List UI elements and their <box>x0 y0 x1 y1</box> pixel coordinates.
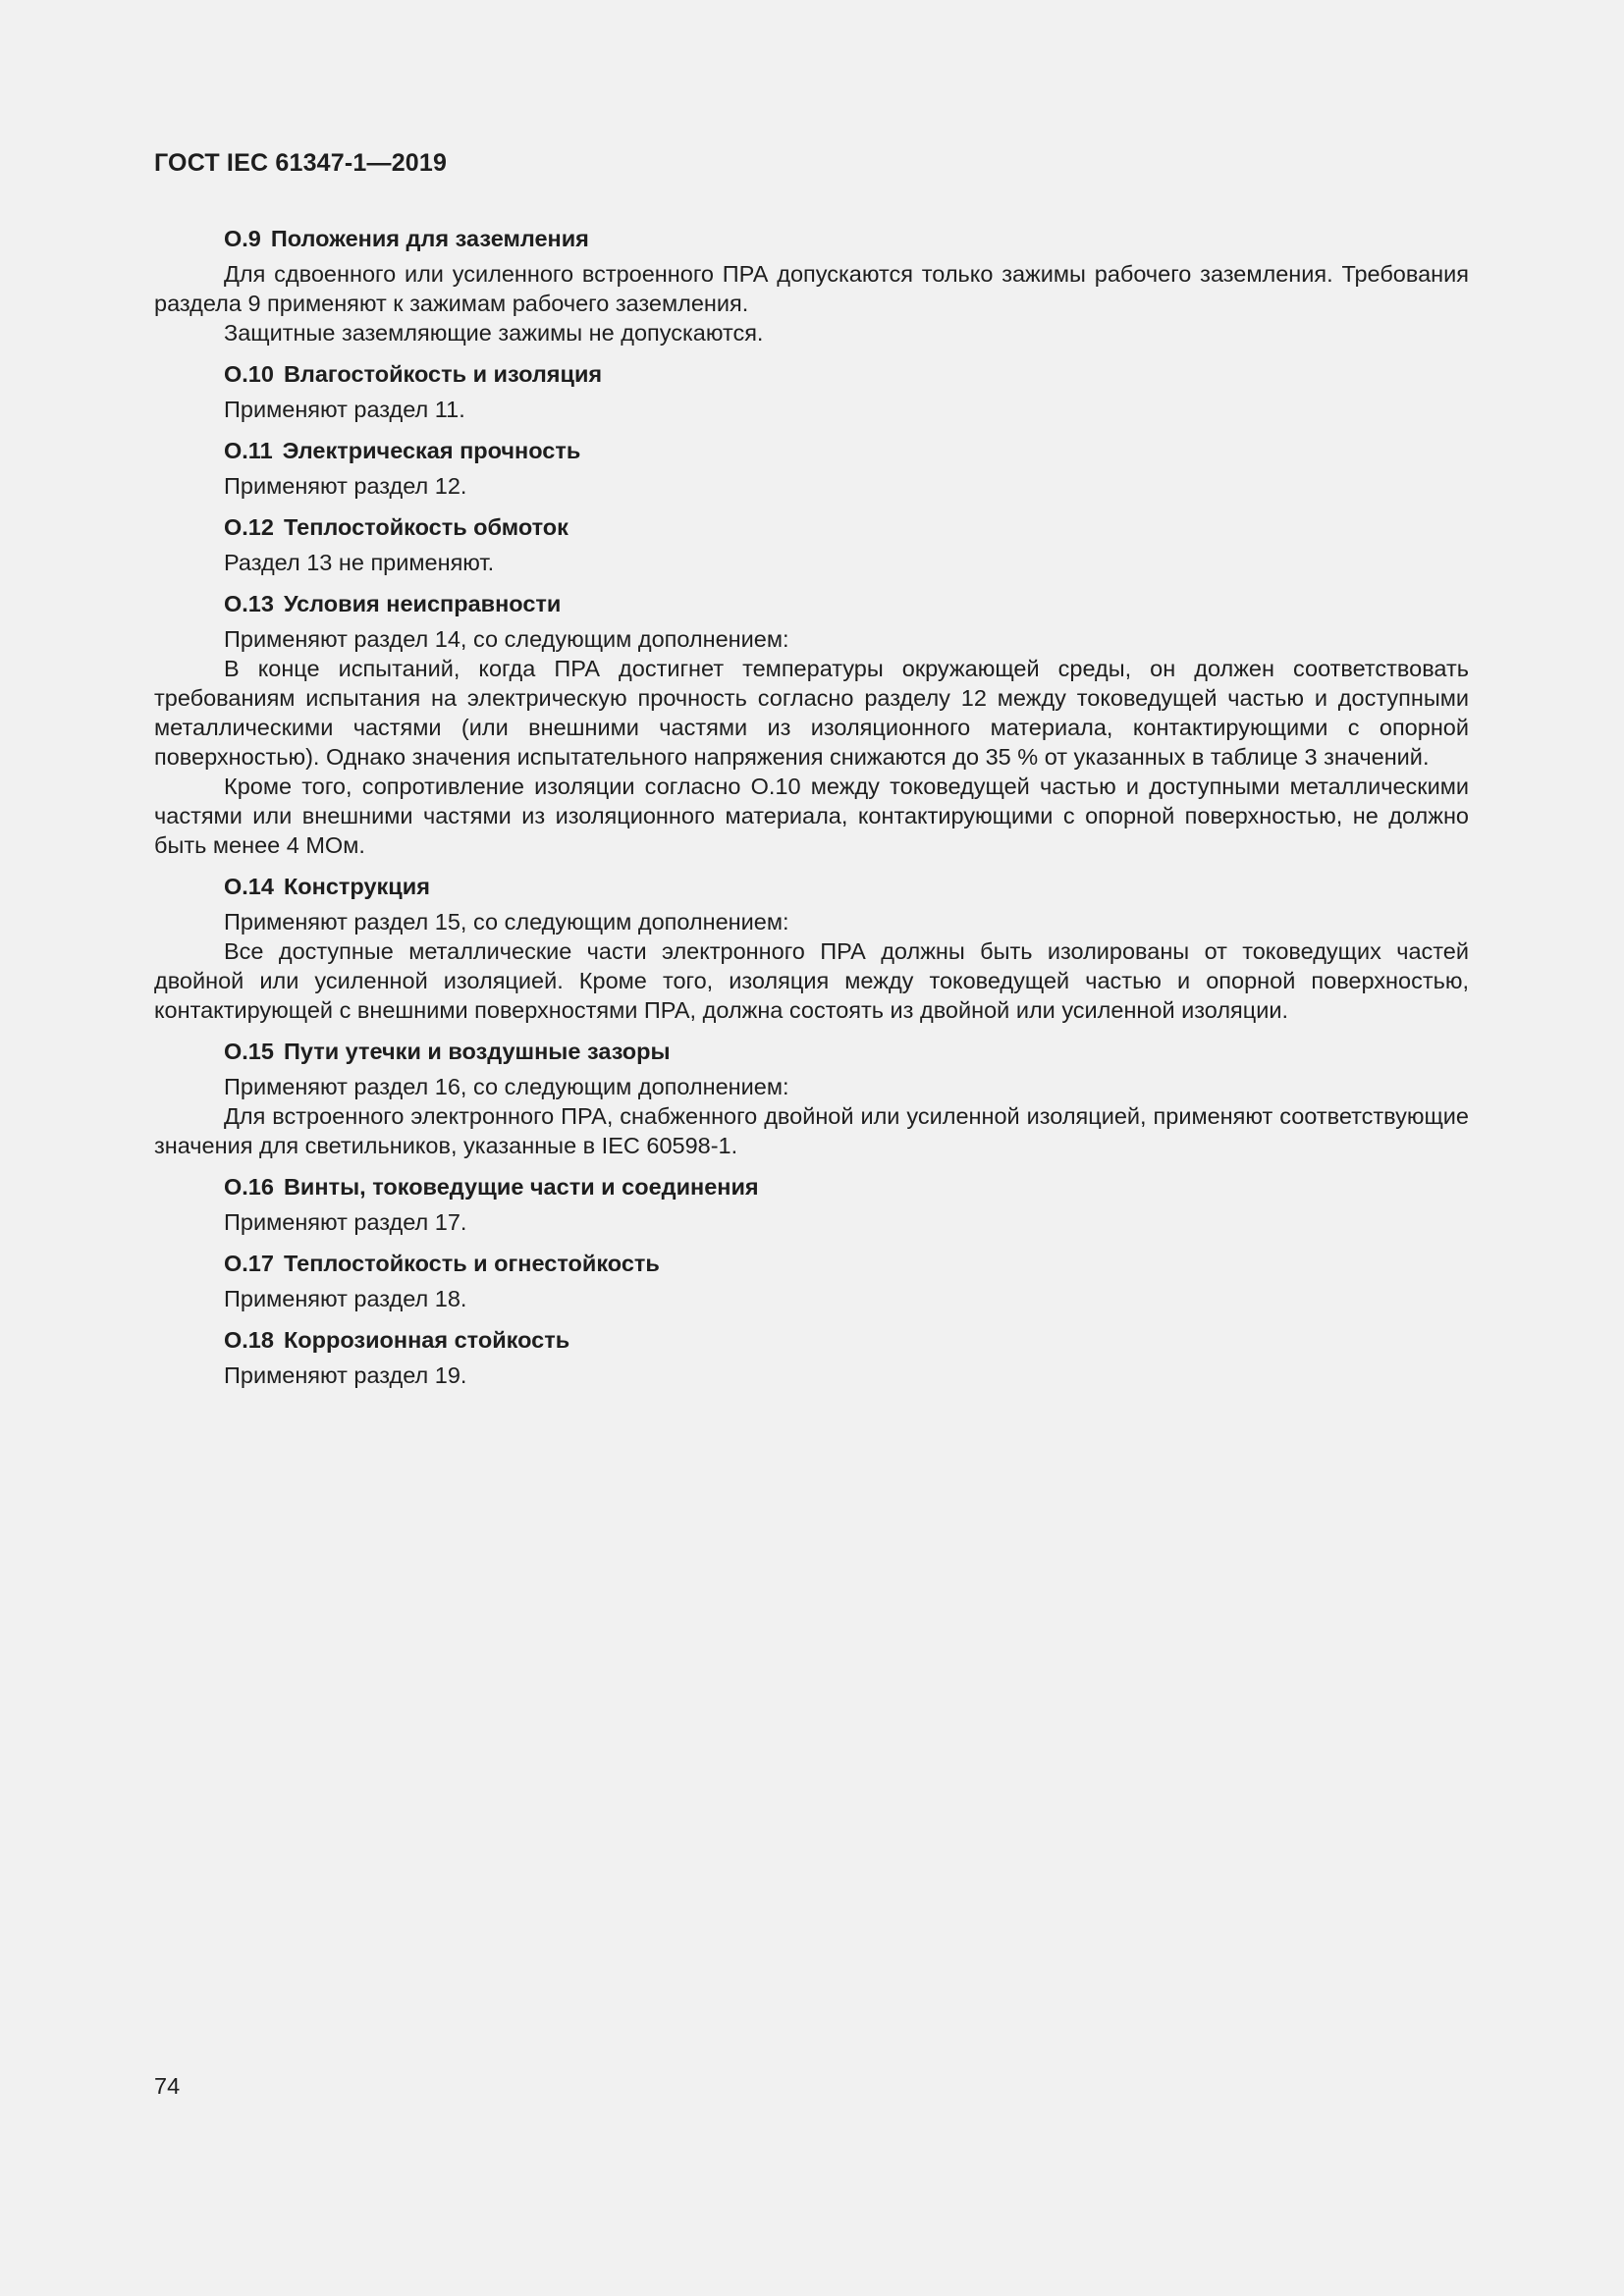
section-heading <box>154 1325 1469 1355</box>
section-title: Теплостойкость и огнестойкость <box>283 1251 660 1276</box>
section-o16 <box>154 1172 1469 1237</box>
section-o11 <box>154 436 1469 501</box>
paragraph: Применяют раздел 16, со следующим дополнением: <box>224 1074 789 1099</box>
section-title: Винты, токоведущие части и соединения <box>283 1174 759 1200</box>
section-number: O.16 <box>224 1174 274 1200</box>
paragraph: Применяют раздел 11. <box>224 397 465 422</box>
section-number: O.17 <box>224 1251 274 1276</box>
section-heading <box>154 436 1469 465</box>
section-title: Электрическая прочность <box>282 438 581 463</box>
section-number: O.11 <box>224 438 273 463</box>
section-heading <box>154 359 1469 389</box>
paragraph: Для сдвоенного или усиленного встроенного ПРА допускаются только зажимы рабочего заземления. Требования раздела 9 применяют к зажимам рабочего заземления. <box>154 261 1469 316</box>
paragraph: Защитные заземляющие зажимы не допускаются. <box>224 320 764 346</box>
section-title: Положения для заземления <box>270 226 589 251</box>
section-o15 <box>154 1037 1469 1160</box>
section-heading <box>154 1172 1469 1201</box>
document-header: ГОСТ IEC 61347-1—2019 <box>154 149 448 177</box>
paragraph: Раздел 13 не применяют. <box>224 550 495 575</box>
section-number: O.10 <box>224 361 274 387</box>
section-o10 <box>154 359 1469 424</box>
paragraph: Применяют раздел 12. <box>224 473 467 499</box>
section-heading <box>154 872 1469 901</box>
paragraph: Все доступные металлические части электронного ПРА должны быть изолированы от токоведущих частей двойной или усиленной изоляцией. Кроме того, изоляция между токоведущей частью и опорной поверхностью, контактирующей с внешними поверхностями ПРА, должна состоять из двойной или усиленной изоляции. <box>154 938 1469 1023</box>
section-number: O.9 <box>224 226 261 251</box>
paragraph: Применяют раздел 17. <box>224 1209 467 1235</box>
paragraph: Для встроенного электронного ПРА, снабженного двойной или усиленной изоляцией, применяют соответствующие значения для светильников, указанные в IEC 60598-1. <box>154 1103 1469 1158</box>
section-number: O.18 <box>224 1327 274 1353</box>
section-o13 <box>154 589 1469 860</box>
page-number: 74 <box>154 2073 181 2099</box>
section-title: Конструкция <box>283 874 430 899</box>
section-number: O.13 <box>224 591 274 616</box>
document-body <box>154 224 1469 1402</box>
section-number: O.15 <box>224 1039 274 1064</box>
section-o14 <box>154 872 1469 1025</box>
section-title: Условия неисправности <box>283 591 562 616</box>
section-title: Коррозионная стойкость <box>283 1327 570 1353</box>
section-heading <box>154 1037 1469 1066</box>
section-o18 <box>154 1325 1469 1390</box>
paragraph: Применяют раздел 15, со следующим дополнением: <box>224 909 789 934</box>
section-o12 <box>154 512 1469 577</box>
section-title: Теплостойкость обмоток <box>283 514 568 540</box>
section-title: Влагостойкость и изоляция <box>283 361 603 387</box>
paragraph: Применяют раздел 19. <box>224 1362 467 1388</box>
paragraph: В конце испытаний, когда ПРА достигнет температуры окружающей среды, он должен соответствовать требованиям испытания на электрическую прочность согласно разделу 12 между токоведущей частью и доступными металлическими частями (или внешними частями из изоляционного материала, контактирующими с опорной поверхностью). Однако значения испытательного напряжения снижаются до 35 % от указанных в таблице 3 значений. <box>154 656 1469 770</box>
section-number: O.14 <box>224 874 274 899</box>
section-title: Пути утечки и воздушные зазоры <box>283 1039 671 1064</box>
section-heading <box>154 512 1469 542</box>
section-heading <box>154 1249 1469 1278</box>
section-o9 <box>154 224 1469 347</box>
paragraph: Применяют раздел 14, со следующим дополнением: <box>224 626 789 652</box>
section-heading <box>154 589 1469 618</box>
section-number: O.12 <box>224 514 274 540</box>
paragraph: Применяют раздел 18. <box>224 1286 467 1311</box>
section-o17 <box>154 1249 1469 1313</box>
section-heading <box>154 224 1469 253</box>
paragraph: Кроме того, сопротивление изоляции согласно O.10 между токоведущей частью и доступными металлическими частями или внешними частями из изоляционного материала, контактирующими с опорной поверхностью, не должно быть менее 4 МОм. <box>154 774 1469 858</box>
